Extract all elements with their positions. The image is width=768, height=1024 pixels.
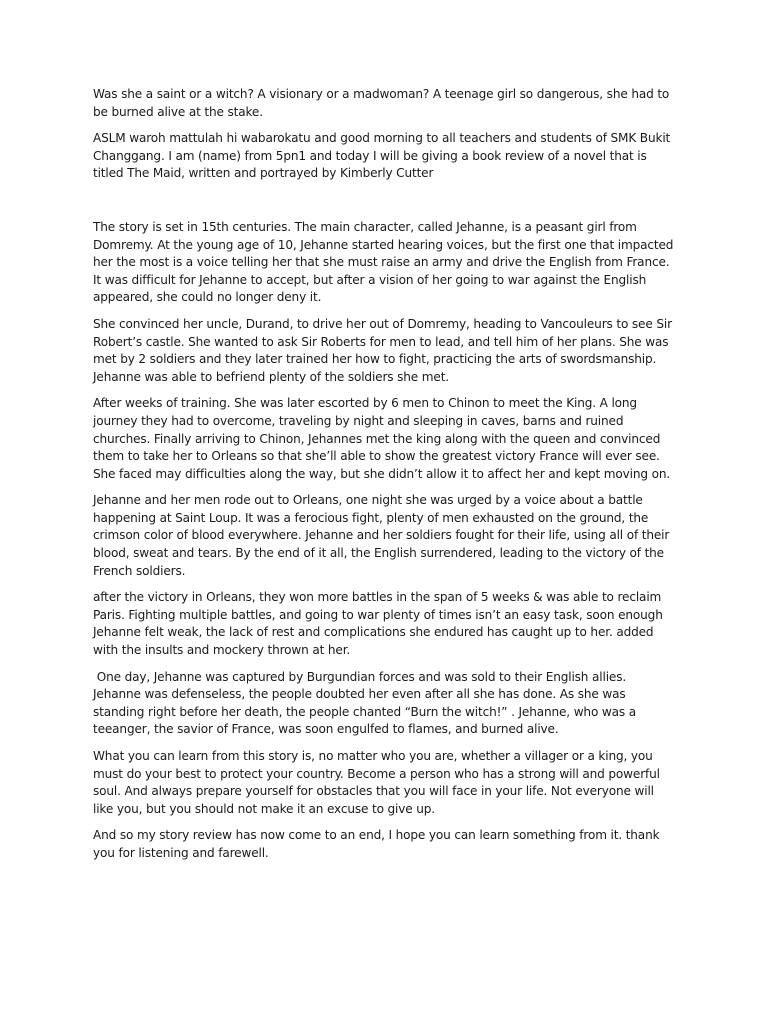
intro-question-paragraph: Was she a saint or a witch? A visionary or a madwoman? A teenage girl so dangerous, she had to be burned alive at the stake. bbox=[93, 87, 670, 119]
closing-paragraph: And so my story review has now come to an end, I hope you can learn something from it. thank you for listening and farewell. bbox=[93, 828, 660, 860]
story-setting-paragraph: The story is set in 15th centuries. The main character, called Jehanne, is a peasant girl from Domremy. At the young age of 10, Jehanne started hearing voices, but the first one that impacted her the most is a voice telling her that she must raise an army and drive the English from France. It was difficult for Jehanne to accept, but after a vision of her going to war against the English appeared, she could no longer deny it. bbox=[93, 219, 674, 305]
lesson-paragraph: What you can learn from this story is, no matter who you are, whether a villager or a king, you must do your best to protect your country. Become a person who has a strong will and powerful soul. And always prepare yourself for obstacles that you will face in your life. Not everyone will like you, but you should not make it an excuse to give up. bbox=[93, 749, 660, 816]
after-victory-paragraph: after the victory in Orleans, they won more battles in the span of 5 weeks & was able to reclaim Paris. Fighting multiple battles, and going to war plenty of times isn’t an easy task, soon enough Jehanne felt weak, the lack of rest and complications she endured has caught up to her. added with the insults and mockery thrown at her. bbox=[93, 590, 663, 658]
document-body bbox=[93, 86, 675, 872]
battle-of-orleans-paragraph: Jehanne and her men rode out to Orleans, one night she was urged by a voice about a battle happening at Saint Loup. It was a ferocious fight, plenty of men exhausted on the ground, the crimson color of blood everywhere. Jehanne and her soldiers fought for their life, using all of their blood, sweat and tears. By the end of it all, the English surrendered, leading to the victory of the French soldiers. bbox=[93, 493, 670, 578]
capture-paragraph: One day, Jehanne was captured by Burgundian forces and was sold to their English allies. Jehanne was defenseless, the people doubted her even after all she has done. As she was standing right before her death, the people chanted “Burn the witch!” . Jehanne, who was a teeanger, the savior of France, was soon engulfed to flames, and burned alive. bbox=[93, 669, 640, 737]
greeting-paragraph: ASLM waroh mattulah hi wabarokatu and good morning to all teachers and students of SMK Bukit Changgang. I am (name) from 5pn1 and today I will be giving a book review of a novel that is titled The Maid, written and portrayed by Kimberly Cutter bbox=[93, 131, 671, 181]
uncle-durand-paragraph: She convinced her uncle, Durand, to drive her out of Domremy, heading to Vancouleurs to see Sir Robert’s castle. She wanted to ask Sir Roberts for men to lead, and tell him of her plans. She was met by 2 soldiers and they later trained her how to fight, practicing the arts of swordsmanship. Jehanne was able to befriend plenty of the soldiers she met. bbox=[93, 316, 672, 384]
journey-to-chinon-paragraph: After weeks of training. She was later escorted by 6 men to Chinon to meet the King. A long journey they had to overcome, traveling by night and sleeping in caves, barns and ruined churches. Finally arriving to Chinon, Jehannes met the king along with the queen and convinced them to take her to Orleans so that she’ll able to show the greatest victory France will ever see. She faced may difficulties along the way, but she didn’t allow it to affect her and kept moving on. bbox=[93, 396, 671, 481]
